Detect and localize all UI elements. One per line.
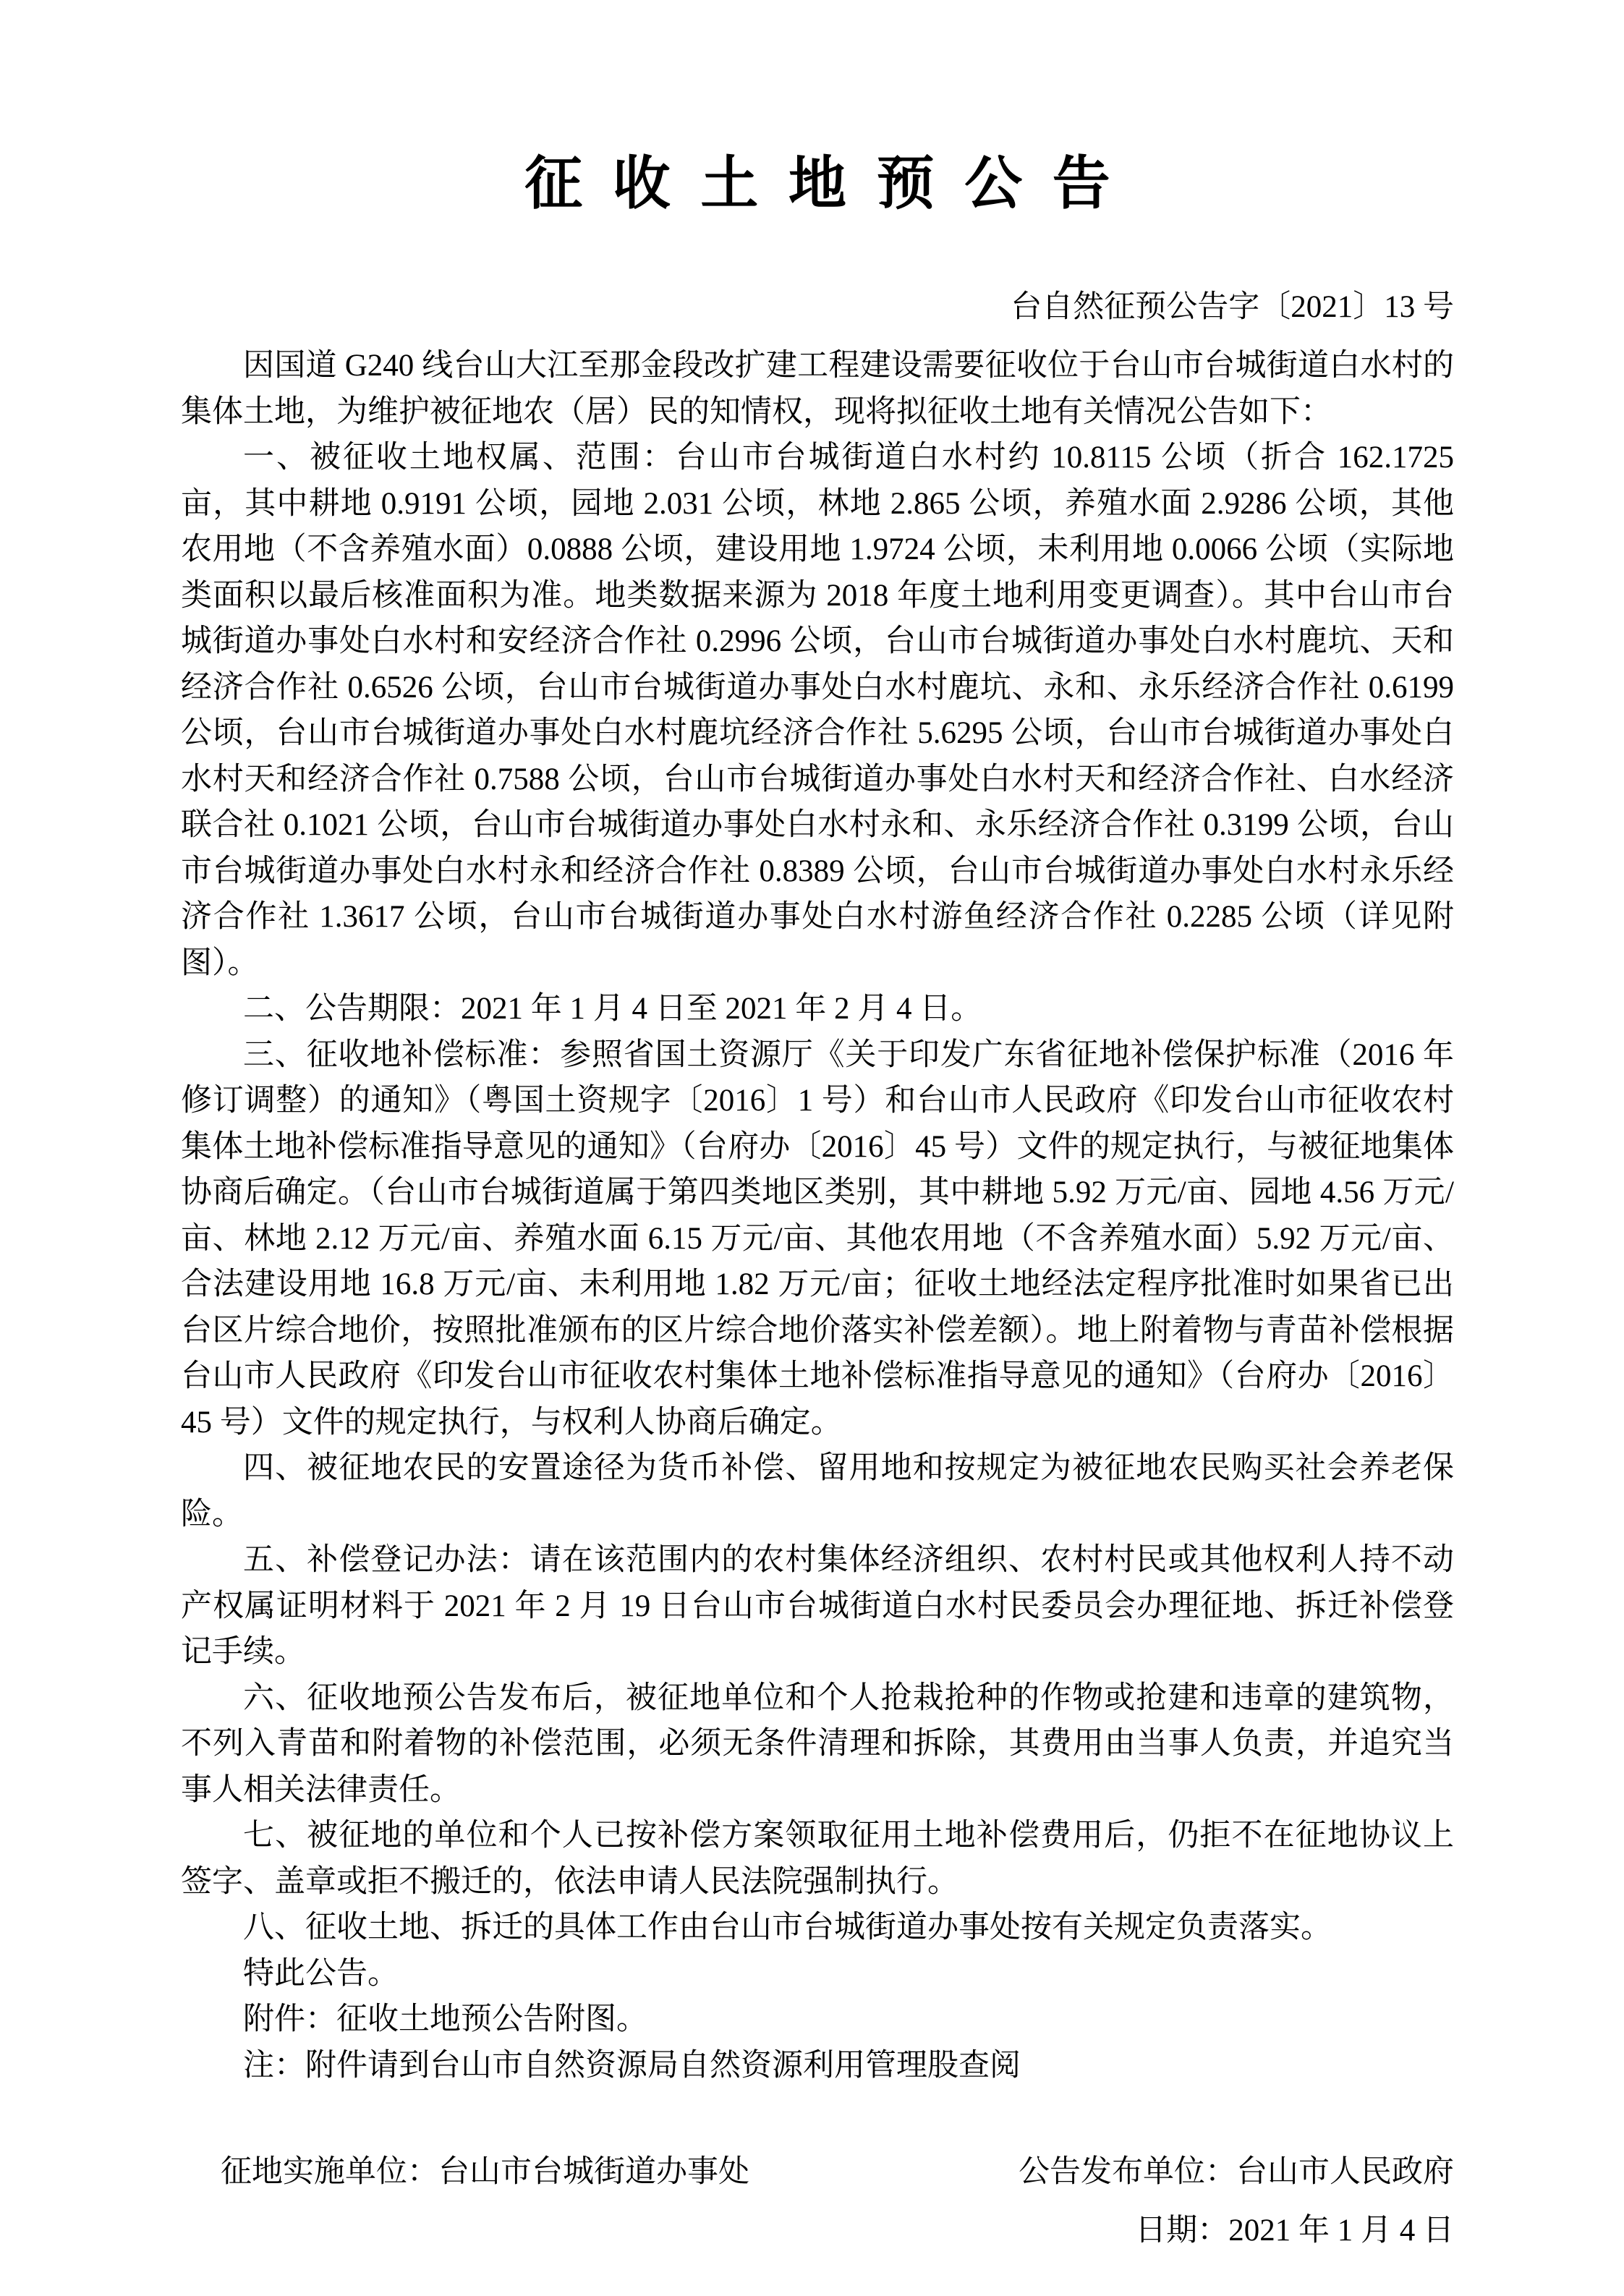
issue-date: 日期：2021 年 1 月 4 日 xyxy=(1135,2214,1454,2248)
footer-units xyxy=(181,2149,1454,2195)
document-title xyxy=(181,0,1454,221)
paragraph-1-scope: 一、被征收土地权属、范围：台山市台城街道白水村约 10.8115 公顷（折合 162.1725 亩，其中耕地 0.9191 公顷，园地 2.031 公顷，林地 2.865 公顷，养殖水面 2.9286 公顷，其他农用地（不含养殖水面）0.0888 公顷，建设用地 1.9724 公顷，未利用地 0.0066 公顷（实际地类面积以最后核准面积为准。地类数据来源为 2018 年度土地利用变更调查）。其中台山市台城街道办事处白水村和安经济合作社 0.2996 公顷，台山市台城街道办事处白水村鹿坑、天和经济合作社 0.6526 公顷，台山市台城街道办事处白水村鹿坑、永和、永乐经济合作社 0.6199 公顷，台山市台城街道办事处白水村鹿坑经济合作社 5.6295 公顷，台山市台城街道办事处白水村天和经济合作社 0.7588 公顷，台山市台城街道办事处白水村天和经济合作社、白水经济联合社 0.1021 公顷，台山市台城街道办事处白水村永和、永乐经济合作社 0.3199 公顷，台山市台城街道办事处白水村永和经济合作社 0.8389 公顷，台山市台城街道办事处白水村永乐经济合作社 1.3617 公顷，台山市台城街道办事处白水村游鱼经济合作社 0.2285 公顷（详见附图）。 xyxy=(181,441,1454,980)
paragraph-3-standard: 三、征收地补偿标准：参照省国土资源厅《关于印发广东省征地补偿保护标准（2016 年修订调整）的通知》（粤国土资规字〔2016〕1 号）和台山市人民政府《印发台山市征收农村集体土地补偿标准指导意见的通知》（台府办〔2016〕45 号）文件的规定执行，与被征地集体协商后确定。（台山市台城街道属于第四类地区类别，其中耕地 5.92 万元/亩、园地 4.56 万元/亩、林地 2.12 万元/亩、养殖水面 6.15 万元/亩、其他农用地（不含养殖水面）5.92 万元/亩、合法建设用地 16.8 万元/亩、未利用地 1.82 万元/亩；征收土地经法定程序批准时如果省已出台区片综合地价，按照批准颁布的区片综合地价落实补偿差额）。地上附着物与青苗补偿根据台山市人民政府《印发台山市征收农村集体土地补偿标准指导意见的通知》（台府办〔2016〕45 号）文件的规定执行，与权利人协商后确定。 xyxy=(181,1037,1454,1440)
note-line: 注：附件请到台山市自然资源局自然资源利用管理股查阅 xyxy=(243,2048,1021,2083)
closing-statement: 特此公告。 xyxy=(243,1956,399,1991)
document-number: 台自然征预公告字〔2021〕13 号 xyxy=(1011,290,1454,324)
paragraph-intro: 因国道 G240 线台山大江至那金段改扩建工程建设需要征收位于台山市台城街道白水村的集体土地，为维护被征地农（居）民的知情权，现将拟征收土地有关情况公告如下： xyxy=(181,349,1454,429)
paragraph-5-register: 五、补偿登记办法：请在该范围内的农村集体经济组织、农村村民或其他权利人持不动产权属证明材料于 2021 年 2 月 19 日台山市台城街道白水村民委员会办理征地、拆迁补偿登记手续。 xyxy=(181,1543,1454,1669)
paragraph-4-resettle: 四、被征地农民的安置途径为货币补偿、留用地和按规定为被征地农民购买社会养老保险。 xyxy=(181,1451,1454,1531)
paragraph-2-period: 二、公告期限：2021 年 1 月 4 日至 2021 年 2 月 4 日。 xyxy=(243,992,982,1026)
paragraph-6-violation: 六、征收地预公告发布后，被征地单位和个人抢栽抢种的作物或抢建和违章的建筑物，不列入青苗和附着物的补偿范围，必须无条件清理和拆除，其费用由当事人负责，并追究当事人相关法律责任。 xyxy=(181,1680,1454,1807)
issuing-unit: 公告发布单位：台山市人民政府 xyxy=(1019,2155,1454,2189)
document-body xyxy=(181,343,1454,2088)
paragraph-8-implement: 八、征收土地、拆迁的具体工作由台山市台城街道办事处按有关规定负责落实。 xyxy=(243,1910,1332,1944)
implementing-unit: 征地实施单位：台山市台城街道办事处 xyxy=(221,2155,749,2189)
paragraph-7-enforce: 七、被征地的单位和个人已按补偿方案领取征用土地补偿费用后，仍拒不在征地协议上签字、盖章或拒不搬迁的，依法申请人民法院强制执行。 xyxy=(181,1819,1454,1899)
attachment-line: 附件：征收土地预公告附图。 xyxy=(243,2002,647,2036)
document-title-text: 征收土地预公告 xyxy=(524,153,1141,216)
